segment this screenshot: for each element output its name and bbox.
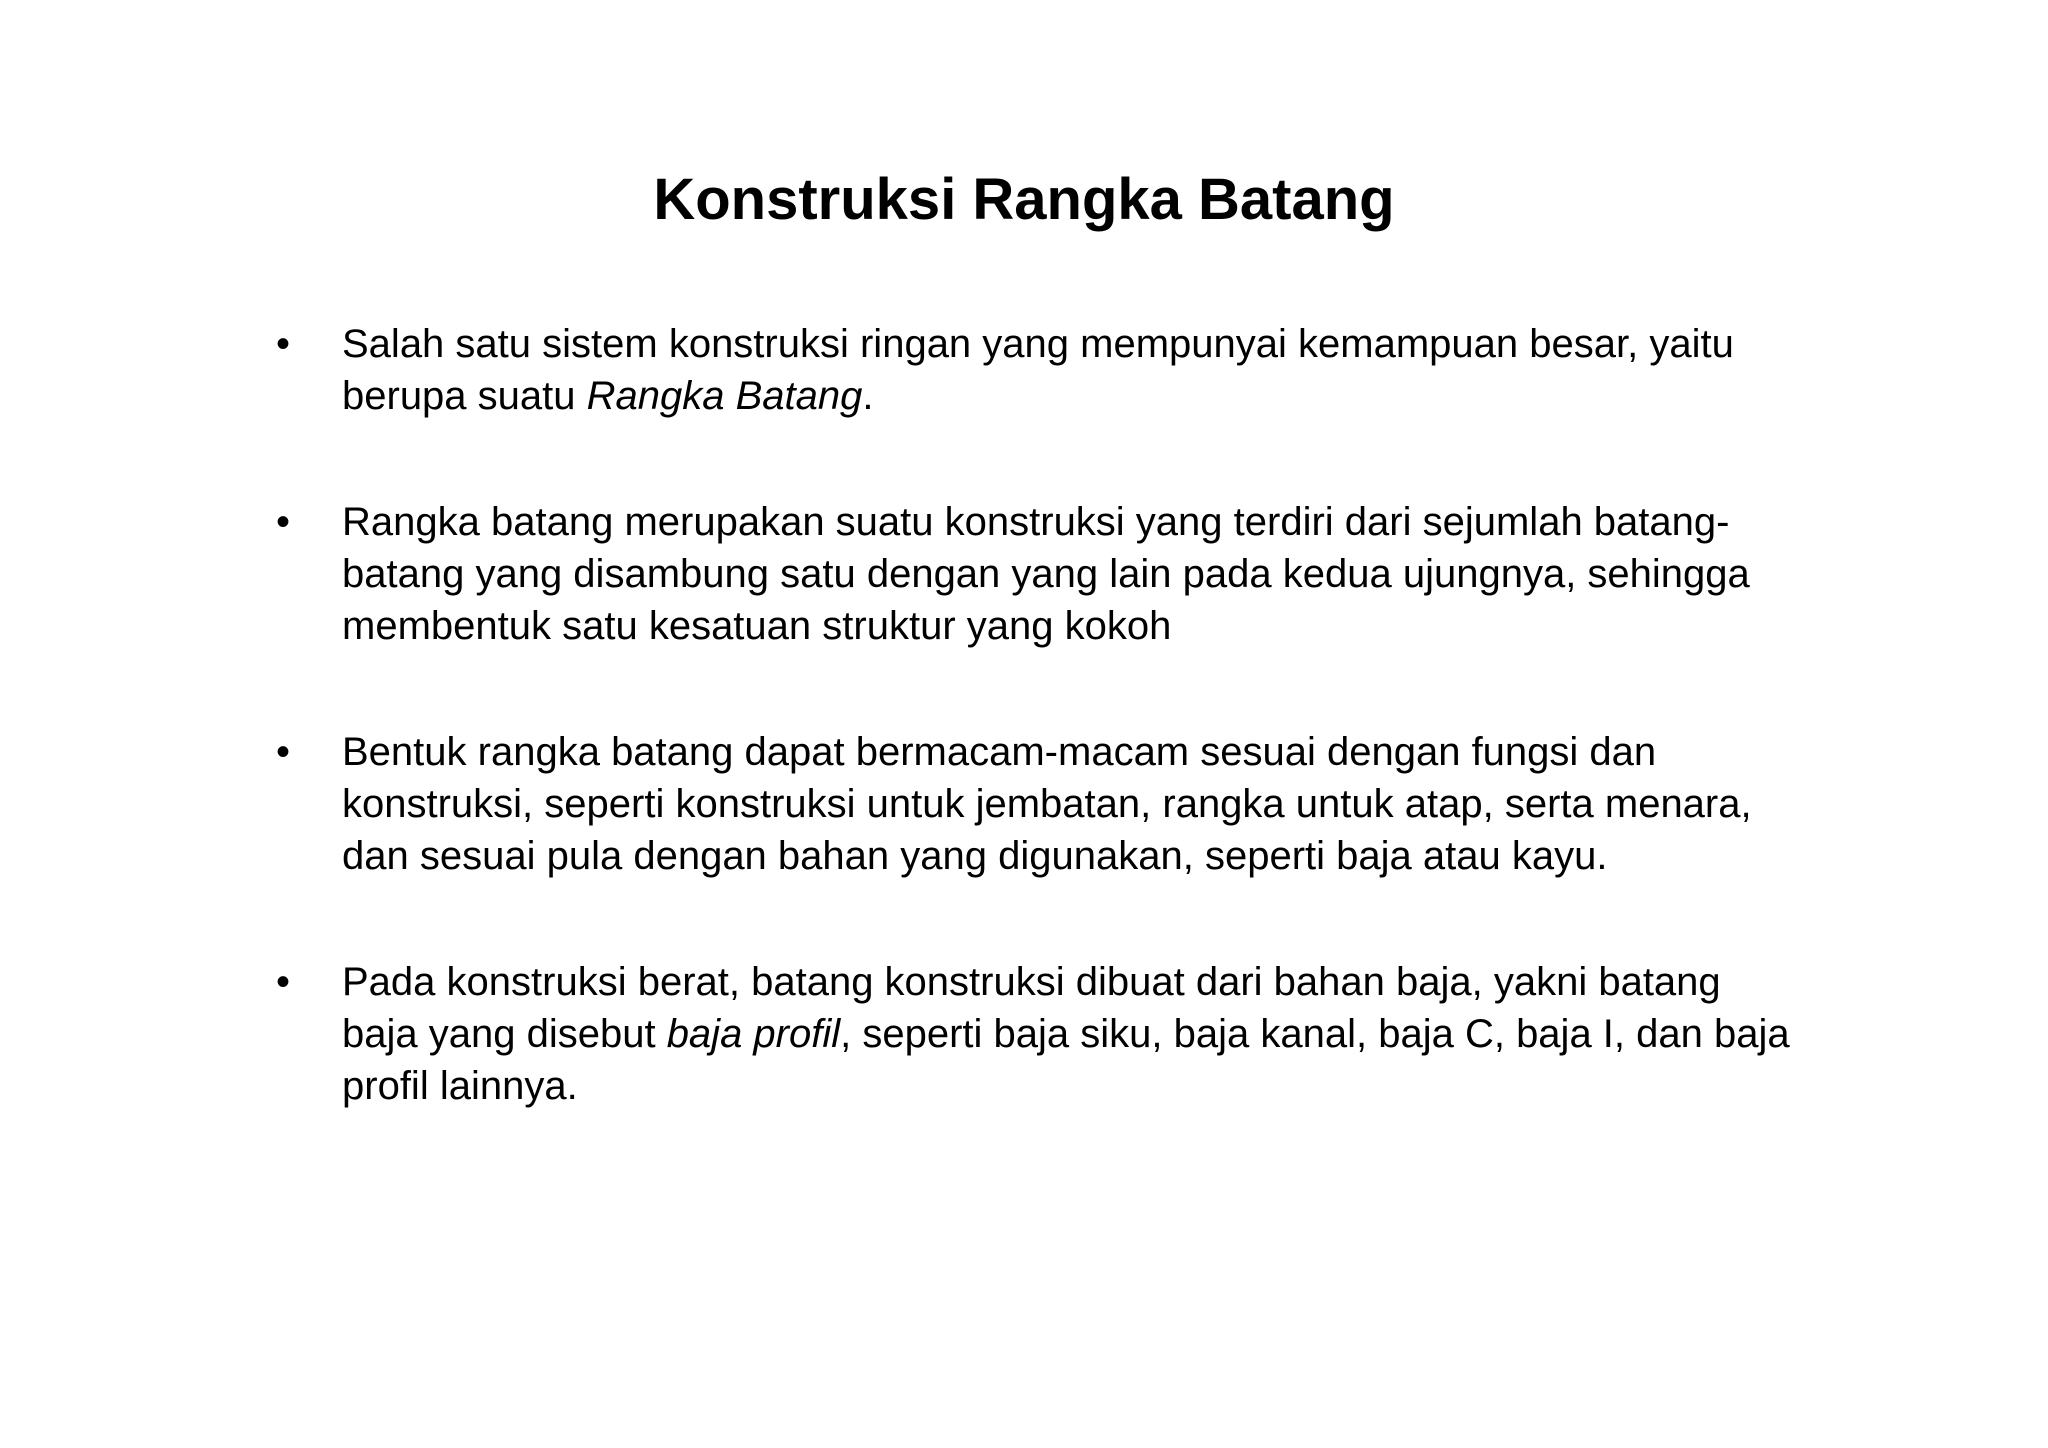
bullet-text: Salah satu sistem konstruksi ringan yang mempunyai kemampuan besar, yaitu berupa suatu <box>342 322 1734 418</box>
bullet-list <box>272 318 1792 1186</box>
bullet-item <box>272 496 1792 652</box>
slide-title: Konstruksi Rangka Batang <box>653 167 1395 232</box>
bullet-item <box>272 956 1792 1112</box>
bullet-dot-icon: • <box>276 730 291 774</box>
bullet-text: , seperti baja siku, baja kanal, baja C, baja I, dan baja profil lainnya. <box>342 1012 1790 1108</box>
bullet-dot-icon: • <box>276 322 291 366</box>
bullet-text: Pada konstruksi berat, batang konstruksi dibuat dari bahan baja, yakni batang baja yang disebut <box>342 960 1721 1056</box>
bullet-item <box>272 726 1792 882</box>
bullet-text: Rangka batang merupakan suatu konstruksi yang terdiri dari sejumlah batang-batang yang disambung satu dengan yang lain pada kedua ujungnya, sehingga membentuk satu kesatuan struktur yang kokoh <box>342 500 1750 648</box>
bullet-text: . <box>862 374 874 418</box>
bullet-text-italic: Rangka Batang <box>586 374 863 418</box>
bullet-dot-icon: • <box>276 500 291 544</box>
bullet-text-italic: baja profil <box>666 1012 841 1056</box>
bullet-text: Bentuk rangka batang dapat bermacam-macam sesuai dengan fungsi dan konstruksi, seperti konstruksi untuk jembatan, rangka untuk atap, serta menara, dan sesuai pula dengan bahan yang digunakan, seperti baja atau kayu. <box>342 730 1752 878</box>
bullet-item <box>272 318 1792 422</box>
bullet-dot-icon: • <box>276 960 291 1004</box>
